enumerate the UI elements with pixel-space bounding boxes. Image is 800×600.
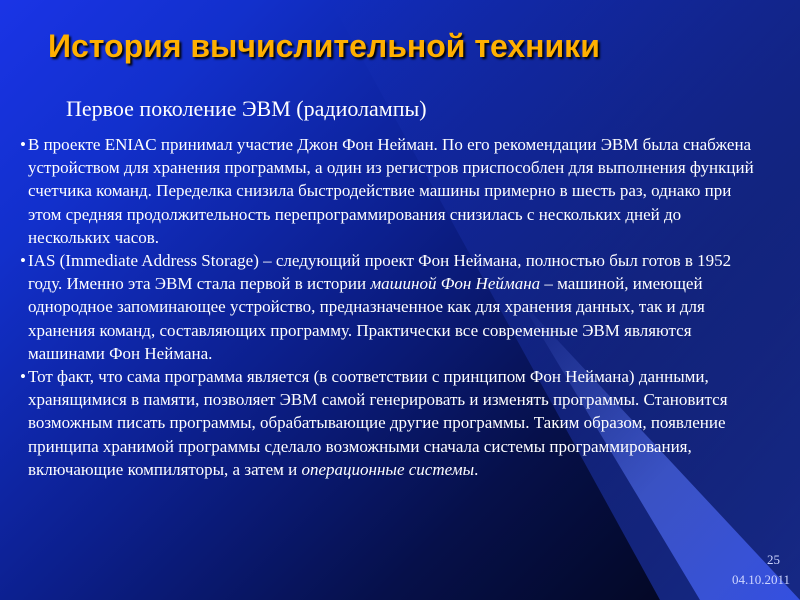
bullet-glyph: •: [20, 251, 26, 271]
slide-title: История вычислительной техники: [48, 28, 600, 64]
bullet-item: [20, 365, 760, 481]
slide-subtitle: Первое поколение ЭВМ (радиолампы): [66, 96, 427, 121]
bullet-glyph: •: [20, 135, 26, 154]
bullet-glyph: •: [20, 367, 26, 387]
bullet-text: IAS (Immediate Address Storage) – следующий проект Фон Неймана, полностью был готов в 1952 году. Именно эта ЭВМ стала первой в истории: [28, 251, 732, 294]
emphasis-term: машиной Фон Неймана: [370, 274, 541, 294]
bullet-item: [20, 133, 760, 249]
bullet-item: [20, 249, 760, 365]
bullet-list: [20, 133, 760, 481]
emphasis-term: операционные системы: [301, 459, 475, 479]
bullet-text: В проекте ENIAC принимал участие Джон Фон Нейман. По его рекомендации ЭВМ была снабжена устройством для хранения программы, а один из регистров приспособлен для выполнения функций счетчика команд. Переделка снизила быстродействие машины примерно в шесть раз, однако при этом средняя продолжительность перепрограммирования снизилась с нескольких дней до нескольких часов.: [28, 135, 754, 247]
page-number: 25: [767, 552, 780, 567]
slide-date: 04.10.2011: [731, 572, 790, 587]
bullet-text: – машиной, имеющей однородное запоминающее устройство, предназначенное как для хранения данных, так и для хранения команд, составляющих программу. Практически все современные ЭВМ являются машинами Фон Неймана.: [28, 274, 705, 363]
bullet-text: .: [474, 459, 479, 479]
bullet-text: Тот факт, что сама программа является (в соответствии с принципом Фон Неймана) данными, хранящимися в памяти, позволяет ЭВМ самой генерировать и изменять программы. Становится возможным писать программы, обрабатывающие другие программы. Таким образом, появление принципа хранимой программы сделало возможными сначала системы программирования, включающие компиляторы, а затем и: [28, 367, 728, 479]
